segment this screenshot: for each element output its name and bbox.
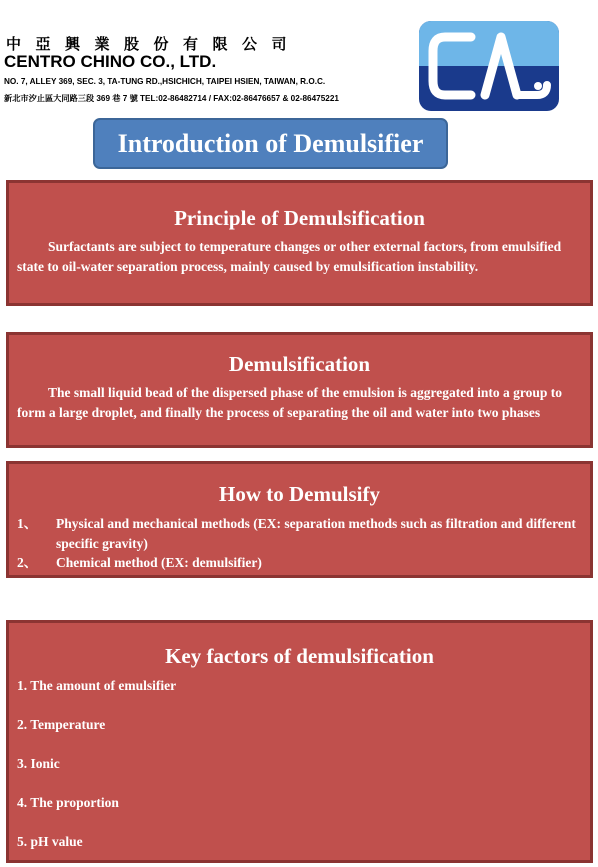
company-name-english: CENTRO CHINO CO., LTD. [4, 52, 217, 71]
list-item [9, 553, 590, 573]
method-list [9, 514, 590, 573]
section-heading: How to Demulsify [219, 482, 380, 506]
company-logo [419, 21, 559, 111]
factor-item: 4. The proportion [17, 795, 119, 810]
list-number: 2、 [17, 555, 38, 570]
list-item [9, 514, 590, 553]
page-title: Introduction of Demulsifier [117, 128, 424, 158]
section-heading: Principle of Demulsification [174, 206, 425, 230]
factor-item: 1. The amount of emulsifier [17, 678, 177, 693]
section-heading: Demulsification [228, 352, 371, 376]
section-how-to-demulsify [6, 461, 593, 578]
section-body: Surfactants are subject to temperature changes or other external factors, from emulsified state to oil-water separation process, mainly caused by emulsification instability. [17, 239, 562, 274]
company-address-english: NO. 7, ALLEY 369, SEC. 3, TA-TUNG RD.,HSICHICH, TAIPEI HSIEN, TAIWAN, R.O.C. [4, 77, 326, 86]
section-demulsification [6, 332, 593, 448]
section-heading: Key factors of demulsification [165, 644, 434, 668]
factor-item: 3. Ionic [17, 756, 60, 771]
company-address-chinese: 新北市汐止區大同路三段 369 巷 7 號 TEL:02-86482714 / FAX:02-86476657 & 02-86475221 [4, 94, 339, 103]
factor-item: 2. Temperature [17, 717, 106, 732]
list-number: 1、 [17, 516, 38, 531]
factor-item: 5. pH value [17, 834, 83, 849]
section-body: The small liquid bead of the dispersed phase of the emulsion is aggregated into a group to form a large droplet, and finally the process of separating the oil and water into two phases [17, 385, 563, 420]
section-key-factors [6, 620, 593, 863]
section-principle [6, 180, 593, 306]
list-text: Physical and mechanical methods (EX: separation methods such as filtration and different specific gravity) [56, 516, 576, 551]
page-title-box [93, 118, 448, 169]
list-text: Chemical method (EX: demulsifier) [56, 555, 262, 570]
company-name-chinese: 中亞興業股份有限公司 [6, 35, 302, 53]
